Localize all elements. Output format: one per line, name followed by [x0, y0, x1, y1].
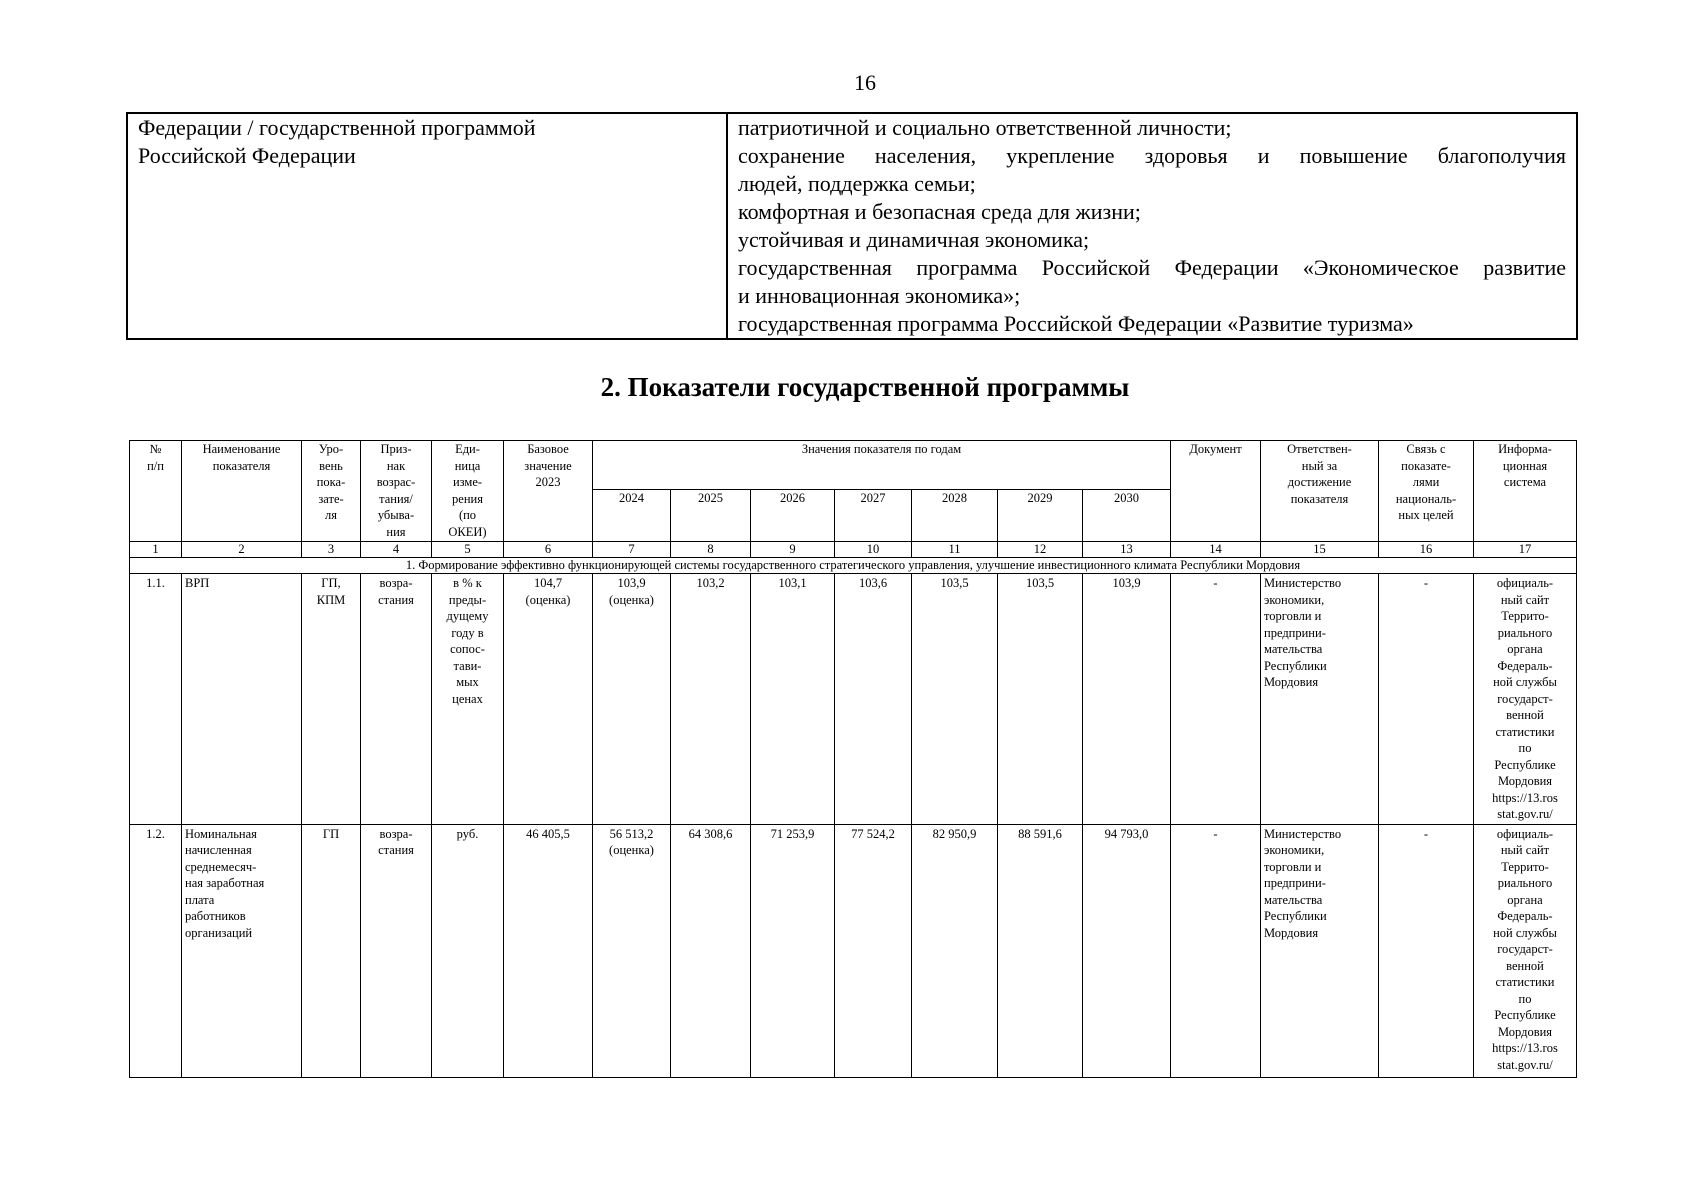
header-info: Информа- ционная система: [1474, 441, 1577, 542]
row-value-2024: 56 513,2 (оценка): [593, 824, 671, 1077]
header-link: Связь с показате- лями националь- ных целей: [1379, 441, 1474, 542]
row-value-2028: 82 950,9: [912, 824, 998, 1077]
row-link: -: [1379, 574, 1474, 825]
column-number: 12: [998, 542, 1083, 558]
header-year: 2028: [912, 490, 998, 542]
header-year: 2030: [1083, 490, 1171, 542]
text-line: комфортная и безопасная среда для жизни;: [738, 199, 1141, 224]
header-num: № п/п: [130, 441, 182, 542]
goals-table-left-cell: [127, 113, 727, 339]
row-value-2030: 94 793,0: [1083, 824, 1171, 1077]
row-name: Номинальная начисленная среднемесяч- ная заработная плата работников организаций: [182, 824, 302, 1077]
text-line: сохранение населения, укрепление здоровья и повышение благополучия: [738, 143, 1566, 168]
column-number: 4: [361, 542, 432, 558]
text-line: устойчивая и динамичная экономика;: [738, 227, 1090, 252]
text-line: Российской Федерации: [138, 143, 356, 168]
column-number: 5: [432, 542, 504, 558]
row-num: 1.2.: [130, 824, 182, 1077]
header-document: Документ: [1171, 441, 1261, 542]
column-numbers-row: [130, 542, 1577, 558]
section-row: [130, 558, 1577, 574]
header-year: 2029: [998, 490, 1083, 542]
row-unit: в % к преды- дущему году в сопос- тави- мых ценах: [432, 574, 504, 825]
row-info: официаль- ный сайт Террито- риального органа Федераль- ной службы государст- венной статистики по Республике Мордовия https://13.ros stat.gov.ru/: [1474, 574, 1577, 825]
row-value-2024: 103,9 (оценка): [593, 574, 671, 825]
row-responsible: Министерство экономики, торговли и предприни- мательства Республики Мордовия: [1261, 574, 1379, 825]
text-line: государственная программа Российской Федерации «Экономическое развитие: [738, 255, 1566, 280]
row-value-2025: 103,2: [671, 574, 751, 825]
column-number: 11: [912, 542, 998, 558]
row-value-2029: 88 591,6: [998, 824, 1083, 1077]
column-number: 17: [1474, 542, 1577, 558]
text-line: и инновационная экономика»;: [738, 283, 1021, 308]
column-number: 16: [1379, 542, 1474, 558]
section-row-text: 1. Формирование эффективно функционирующей системы государственного стратегического управления, улучшение инвестиционного климата Республики Мордовия: [130, 558, 1577, 574]
column-number: 9: [751, 542, 835, 558]
header-level: Уро- вень пока- зате- ля: [302, 441, 361, 542]
table-row: [130, 824, 1577, 1077]
header-sign: Приз- нак возрас- тания/ убыва- ния: [361, 441, 432, 542]
row-value-2028: 103,5: [912, 574, 998, 825]
row-unit: руб.: [432, 824, 504, 1077]
row-name: ВРП: [182, 574, 302, 825]
header-year: 2026: [751, 490, 835, 542]
row-info: официаль- ный сайт Террито- риального органа Федераль- ной службы государст- венной статистики по Республике Мордовия https://13.ros stat.gov.ru/: [1474, 824, 1577, 1077]
column-number: 1: [130, 542, 182, 558]
row-value-2027: 77 524,2: [835, 824, 912, 1077]
table-row: [130, 574, 1577, 825]
header-year: 2025: [671, 490, 751, 542]
row-value-2029: 103,5: [998, 574, 1083, 825]
text-line: государственная программа Российской Федерации «Развитие туризма»: [738, 311, 1414, 336]
page-number: 16: [854, 70, 876, 95]
row-value-2025: 64 308,6: [671, 824, 751, 1077]
column-number: 15: [1261, 542, 1379, 558]
header-year: 2024: [593, 490, 671, 542]
section-title: 2. Показатели государственной программы: [600, 372, 1130, 402]
row-document: -: [1171, 824, 1261, 1077]
row-sign: возра- стания: [361, 824, 432, 1077]
header-year: 2027: [835, 490, 912, 542]
column-number: 7: [593, 542, 671, 558]
row-responsible: Министерство экономики, торговли и предприни- мательства Республики Мордовия: [1261, 824, 1379, 1077]
row-value-2027: 103,6: [835, 574, 912, 825]
header-unit: Еди- ница изме- рения (по ОКЕИ): [432, 441, 504, 542]
header-base: Базовое значение 2023: [504, 441, 593, 542]
column-number: 8: [671, 542, 751, 558]
row-num: 1.1.: [130, 574, 182, 825]
row-link: -: [1379, 824, 1474, 1077]
text-line: патриотичной и социально ответственной личности;: [738, 115, 1232, 140]
row-value-2026: 103,1: [751, 574, 835, 825]
row-value-2030: 103,9: [1083, 574, 1171, 825]
text-line: Федерации / государственной программой: [138, 115, 536, 140]
indicators-table: [129, 440, 1577, 1078]
header-row: [130, 441, 1577, 490]
header-values-group: Значения показателя по годам: [593, 441, 1171, 490]
goals-table-right-cell: [727, 113, 1577, 339]
row-level: ГП, КПМ: [302, 574, 361, 825]
column-number: 14: [1171, 542, 1261, 558]
row-level: ГП: [302, 824, 361, 1077]
header-name: Наименование показателя: [182, 441, 302, 542]
row-base: 46 405,5: [504, 824, 593, 1077]
header-responsible: Ответствен- ный за достижение показателя: [1261, 441, 1379, 542]
column-number: 6: [504, 542, 593, 558]
column-number: 13: [1083, 542, 1171, 558]
row-base: 104,7 (оценка): [504, 574, 593, 825]
column-number: 3: [302, 542, 361, 558]
row-value-2026: 71 253,9: [751, 824, 835, 1077]
column-number: 2: [182, 542, 302, 558]
goals-table: [126, 112, 1578, 340]
row-sign: возра- стания: [361, 574, 432, 825]
row-document: -: [1171, 574, 1261, 825]
text-line: людей, поддержка семьи;: [738, 171, 976, 196]
column-number: 10: [835, 542, 912, 558]
